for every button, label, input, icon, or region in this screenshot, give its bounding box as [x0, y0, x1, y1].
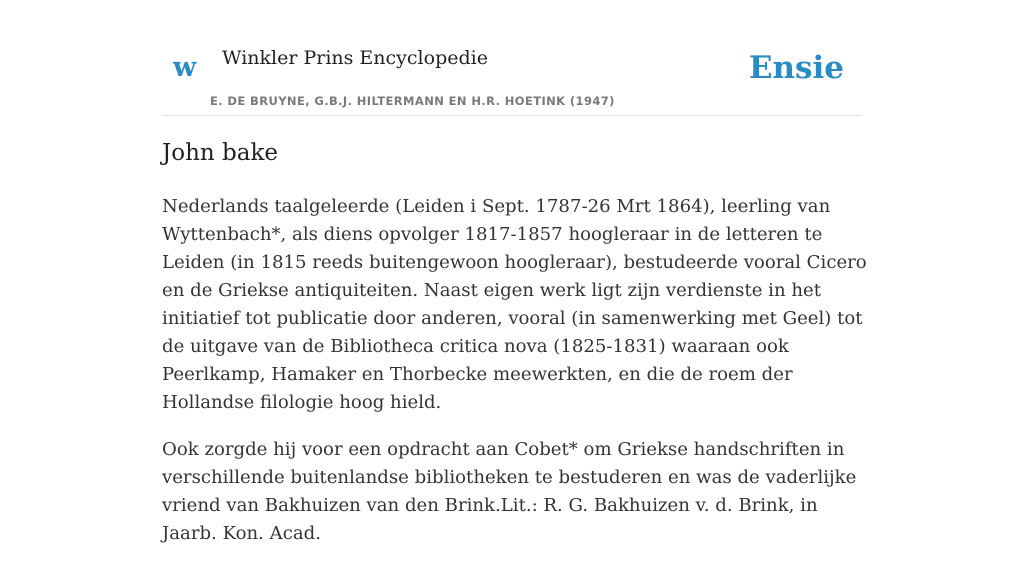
winkler-prins-logo-icon[interactable]: w: [173, 52, 197, 83]
source-title[interactable]: Winkler Prins Encyclopedie: [222, 47, 488, 69]
source-authors: E. DE BRUYNE, G.B.J. HILTERMANN EN H.R. HOETINK (1947): [210, 94, 615, 108]
entry-title: John bake: [162, 140, 278, 166]
source-header: [162, 30, 862, 116]
paragraph-2: Ook zorgde hij voor een opdracht aan Cobet* om Griekse handschriften in verschillende buitenlandse bibliotheken te bestuderen en was de vaderlijke vriend van Bakhuizen van den Brink.Lit.: R. G. Bakhuizen v. d. Brink, in Jaarb. Kon. Acad.: [162, 439, 857, 544]
ensie-brand-logo[interactable]: Ensie: [748, 50, 844, 86]
paragraph-1: Nederlands taalgeleerde (Leiden i Sept. 1787-26 Mrt 1864), leerling van Wyttenbach*, als diens opvolger 1817-1857 hoogleraar in de letteren te Leiden (in 1815 reeds buitengewoon hoogleraar), bestudeerde vooral Cicero en de Griekse antiquiteiten. Naast eigen werk ligt zijn verdienste in het initiatief tot publicatie door anderen, vooral (in samenwerking met Geel) tot de uitgave van de Bibliotheca critica nova (1825-1831) waaraan ook Peerlkamp, Hamaker en Thorbecke meewerkten, en die de roem der Hollandse filologie hoog hield.: [162, 196, 867, 413]
entry-body: [162, 193, 867, 567]
